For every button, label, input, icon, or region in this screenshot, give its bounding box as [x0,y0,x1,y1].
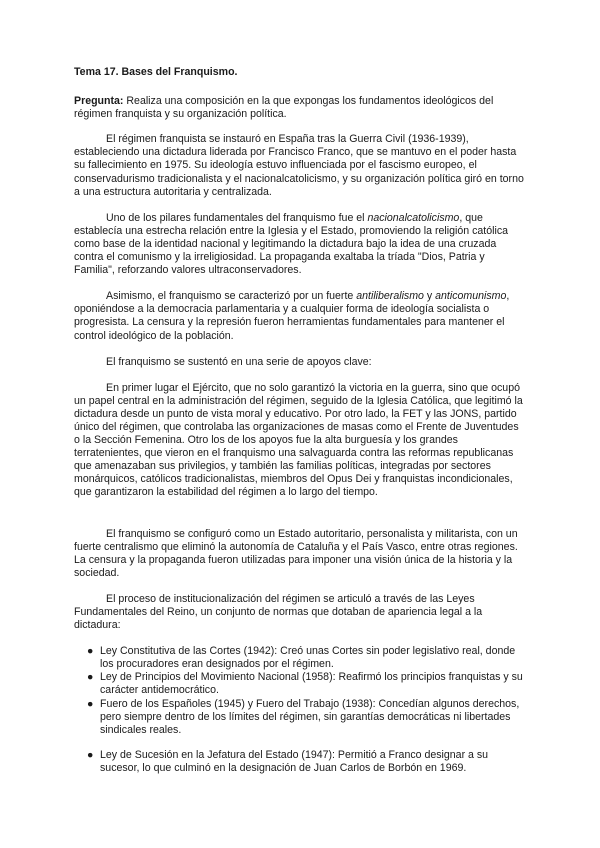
emphasis-term: antiliberalismo [356,290,424,303]
bullet-icon: ● [87,645,94,658]
list-item [74,698,526,737]
emphasis-term: anticomunismo [435,290,507,303]
question-label: Pregunta: [74,95,124,108]
list-item [74,645,526,671]
list-item [74,671,526,697]
paragraph-antiliberalismo [74,290,526,342]
list-item-text: Fuero de los Españoles (1945) y Fuero del Trabajo (1938): Concedían algunos derechos, pero siempre dentro de los límites del régimen, sin garantías democráticas ni libertades sindicales reales. [100,697,520,736]
bullet-icon: ● [87,748,94,761]
list-item-text: Ley de Principios del Movimiento Nacional (1958): Reafirmó los principios franquistas y su carácter antidemocrático. [100,671,523,697]
paragraph-text: Asimismo, el franquismo se caracterizó por un fuerte [106,290,357,303]
list-item [74,749,526,775]
document-page [74,66,526,775]
question-text: Realiza una composición en la que expongas los fundamentos ideológicos del régimen franquista y su organización política. [74,95,494,121]
paragraph-intro: El régimen franquista se instauró en España tras la Guerra Civil (1936-1939), estableciendo una dictadura liderada por Francisco Franco, que se mantuvo en el poder hasta su fallecimiento en 1975. Su ideología estuvo influenciada por el fascismo europeo, el conservadurismo tradicionalista y el nacionalcatolicismo, y su organización política giró en torno a una estructura autoritaria y centralizada. [74,133,524,198]
paragraph-text: , oponiéndose a la democracia parlamentaria y a cualquier forma de ideología socialista o progresista. La censura y la represión fueron herramientas fundamentales para mantener el control ideológico de la población. [74,290,510,342]
paragraph-institucionalizacion: El proceso de institucionalización del régimen se articuló a través de las Leyes Fundamentales del Reino, un conjunto de normas que dotaban de apariencia legal a la dictadura: [74,592,483,632]
list-item-text: Ley Constitutiva de las Cortes (1942): Creó unas Cortes sin poder legislativo real, donde los procuradores eran designados por el régimen. [100,645,516,671]
paragraph-estado-autoritario: El franquismo se configuró como un Estado autoritario, personalista y militarista, con un fuerte centralismo que eliminó la autonomía de Cataluña y el País Vasco, entre otras regiones. La censura y la propaganda fueron utilizadas para imponer una visión única de la historia y la sociedad. [74,527,518,579]
bullet-icon: ● [87,697,94,710]
paragraph-text: , que establecía una estrecha relación entre la Iglesia y el Estado, promoviendo la religión católica como base de la identidad nacional y legitimando la dictadura bajo la idea de una cruzada contra el comunismo y la irreligiosidad. La propaganda exaltaba la tríada "Dios, Patria y Familia", reforzando valores ultraconservadores. [74,211,509,277]
document-title: Tema 17. Bases del Franquismo. [74,66,238,78]
emphasis-term: nacionalcatolicismo [367,211,460,224]
paragraph-text: y [423,290,436,303]
paragraph-text: Uno de los pilares fundamentales del franquismo fue el [106,211,368,224]
question-block [74,95,526,121]
paragraph-nacionalcatolicismo [74,212,526,277]
paragraph-apoyos-intro: El franquismo se sustentó en una serie de apoyos clave: [106,355,372,368]
list-item-text: Ley de Sucesión en la Jefatura del Estado (1947): Permitió a Franco designar a su sucesor, lo que culminó en la designación de Juan Carlos de Borbón en 1969. [100,748,489,774]
paragraph-apoyos: En primer lugar el Ejército, que no solo garantizó la victoria en la guerra, sino que ocupó un papel central en la administración del régimen, seguido de la Iglesia Católica, que legitimó la dictadura desde un punto de vista moral y educativo. Por otro lado, la FET y las JONS, partido único del régimen, que controlaba las organizaciones de masas como el Frente de Juventudes o la Sección Femenina. Otro los de los apoyos fue la alta burguesía y los grandes terratenientes, que vieron en el franquismo una salvaguarda contra las reformas republicanas que amenazaban sus privilegios, y también las familias políticas, integradas por sectores monárquicos, católicos tradicionalistas, miembros del Opus Dei y franquistas incondicionales, que garantizaron la estabilidad del régimen a lo largo del tiempo. [74,381,523,499]
bullet-icon: ● [87,671,94,684]
laws-list [74,645,526,775]
